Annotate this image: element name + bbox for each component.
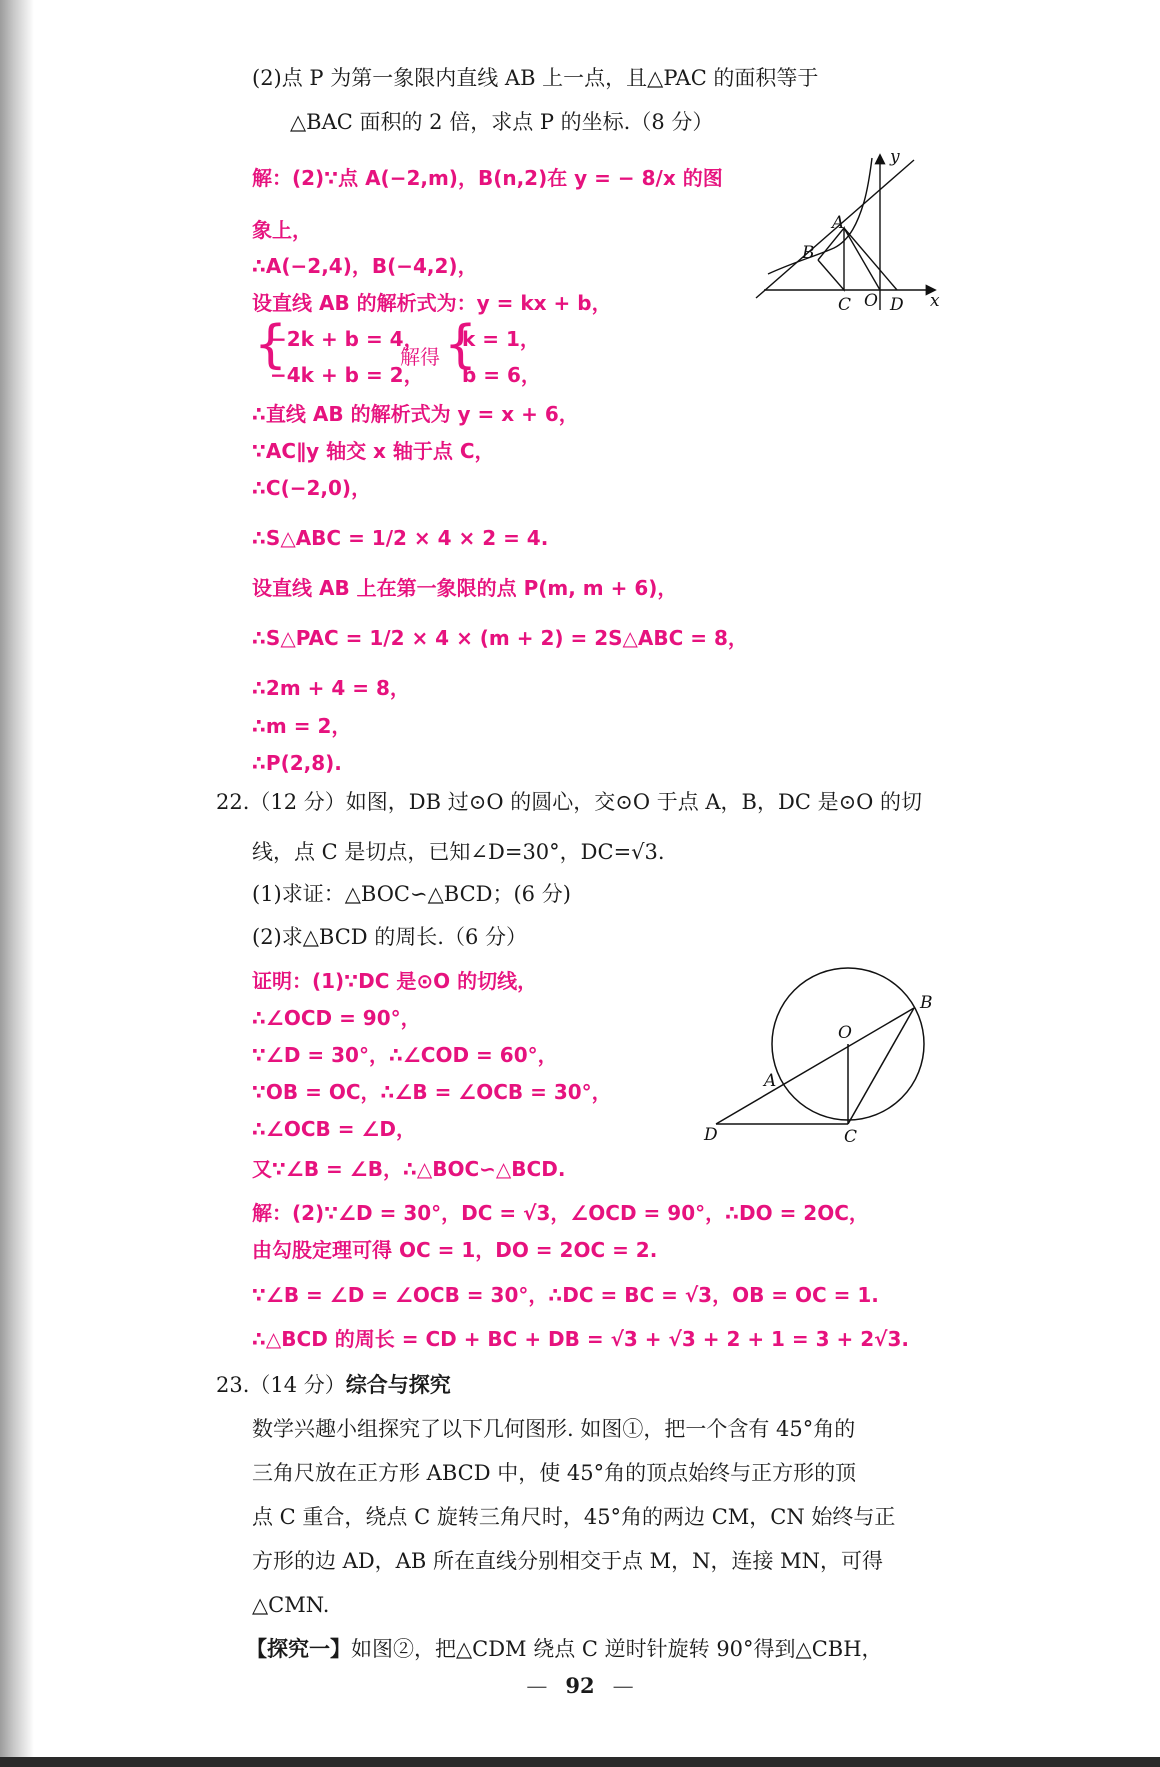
- solution-22-line: ∴∠OCB = ∠D，: [252, 1117, 416, 1141]
- solution-21-line: 设直线 AB 的解析式为：y = kx + b，: [252, 291, 612, 315]
- fig1-label-B: B: [802, 243, 815, 263]
- problem-23-line: 数学兴趣小组探究了以下几何图形. 如图①，把一个含有 45°角的: [252, 1417, 856, 1441]
- problem-22-part2: (2)求△BCD 的周长.（6 分）: [252, 925, 528, 949]
- problem-23-line: 三角尺放在正方形 ABCD 中，使 45°角的顶点始终与正方形的顶: [252, 1461, 857, 1485]
- solution-21-line: ∴m = 2，: [252, 714, 352, 738]
- problem-21-part2-line2: △BAC 面积的 2 倍，求点 P 的坐标.（8 分）: [290, 110, 714, 134]
- page-number-value: 92: [565, 1673, 595, 1698]
- solve-label: 解得: [400, 345, 440, 369]
- solution-21-line: ∴S△PAC = 1/2 × 4 × (m + 2) = 2S△ABC = 8，: [252, 626, 748, 650]
- solution-21-line: ∵AC∥y 轴交 x 轴于点 C，: [252, 439, 495, 463]
- solution-22-line: 证明：(1)∵DC 是⊙O 的切线，: [252, 969, 538, 993]
- solution-21-line: ∴S△ABC = 1/2 × 4 × 2 = 4.: [252, 526, 549, 550]
- solution-21-line: 解：(2)∵点 A(−2,m)，B(n,2)在 y = − 8/x 的图: [252, 166, 723, 190]
- explore-text: 如图②，把△CDM 绕点 C 逆时针旋转 90°得到△CBH，: [351, 1637, 883, 1661]
- solution-21-line: ∴A(−2,4)，B(−4,2)，: [252, 254, 478, 278]
- solution-22-line: ∵OB = OC，∴∠B = ∠OCB = 30°，: [252, 1080, 612, 1104]
- solution-21-line: ∴C(−2,0)，: [252, 476, 372, 500]
- solution-22-line: ∴△BCD 的周长 = CD + BC + DB = √3 + √3 + 2 + 1 = 3 + 2√3.: [252, 1327, 910, 1351]
- fig1-label-D: D: [890, 295, 904, 315]
- problem-23-line: 方形的边 AD，AB 所在直线分别相交于点 M，N，连接 MN，可得: [252, 1549, 884, 1573]
- solution-21-line: 设直线 AB 上在第一象限的点 P(m, m + 6)，: [252, 576, 678, 600]
- fig1-label-O: O: [864, 291, 878, 311]
- system-eq-2: −4k + b = 2，: [270, 363, 424, 387]
- solution-21-line: ∴2m + 4 = 8，: [252, 676, 410, 700]
- fig2-label-B: B: [920, 993, 933, 1013]
- fig2-label-O: O: [838, 1023, 852, 1043]
- fig2-label-A: A: [764, 1071, 777, 1091]
- solution-22-line: 解：(2)∵∠D = 30°，DC = √3，∠OCD = 90°，∴DO = 2OC，: [252, 1201, 869, 1225]
- problem-23-number: 23.（14 分）: [216, 1373, 346, 1397]
- system-brace-right: {: [444, 315, 478, 375]
- solution-21-line: ∴P(2,8).: [252, 751, 342, 775]
- solution-22-line: 又∵∠B = ∠B，∴△BOC∽△BCD.: [252, 1157, 566, 1181]
- figure-hyperbola-line: [754, 150, 944, 315]
- problem-22-line1: 22.（12 分）如图，DB 过⊙O 的圆心，交⊙O 于点 A，B，DC 是⊙O 的切: [216, 790, 923, 814]
- problem-23-line: △CMN.: [252, 1593, 330, 1617]
- fig2-label-D: D: [704, 1125, 718, 1145]
- problem-22-line2: 线，点 C 是切点，已知∠D=30°，DC=√3.: [252, 840, 665, 864]
- problem-23-title: 综合与探究: [345, 1373, 451, 1397]
- solution-22-line: ∵∠B = ∠D = ∠OCB = 30°，∴DC = BC = √3，OB = OC = 1.: [252, 1283, 879, 1307]
- fig1-label-x: x: [930, 291, 940, 311]
- problem-23-explore-1: [246, 1635, 883, 1663]
- problem-22-part1: (1)求证：△BOC∽△BCD；(6 分): [252, 882, 571, 906]
- system-sol-1: k = 1，: [462, 327, 540, 351]
- page-number: — 92 —: [526, 1673, 634, 1698]
- explore-label: 【探究一】: [246, 1637, 351, 1661]
- problem-23-heading: [216, 1371, 451, 1399]
- bottom-edge-bar: [0, 1757, 1160, 1767]
- system-eq-1: −2k + b = 4，: [270, 327, 424, 351]
- solution-21-line: ∴直线 AB 的解析式为 y = x + 6，: [252, 402, 579, 426]
- fig1-label-C: C: [838, 295, 852, 315]
- fig2-label-C: C: [844, 1127, 858, 1145]
- fig1-label-A: A: [832, 213, 845, 233]
- system-sol-2: b = 6，: [462, 363, 541, 387]
- problem-21-part2-line1: (2)点 P 为第一象限内直线 AB 上一点，且△PAC 的面积等于: [252, 66, 819, 90]
- solution-21-line: 象上，: [252, 218, 312, 242]
- solution-22-line: ∵∠D = 30°，∴∠COD = 60°，: [252, 1043, 558, 1067]
- solution-22-line: ∴∠OCD = 90°，: [252, 1006, 421, 1030]
- figure-circle-tangent: [696, 960, 946, 1145]
- system-brace-left: {: [254, 315, 288, 375]
- solution-22-line: 由勾股定理可得 OC = 1，DO = 2OC = 2.: [252, 1238, 658, 1262]
- problem-23-line: 点 C 重合，绕点 C 旋转三角尺时，45°角的两边 CM，CN 始终与正: [252, 1505, 896, 1529]
- fig1-label-y: y: [890, 150, 900, 167]
